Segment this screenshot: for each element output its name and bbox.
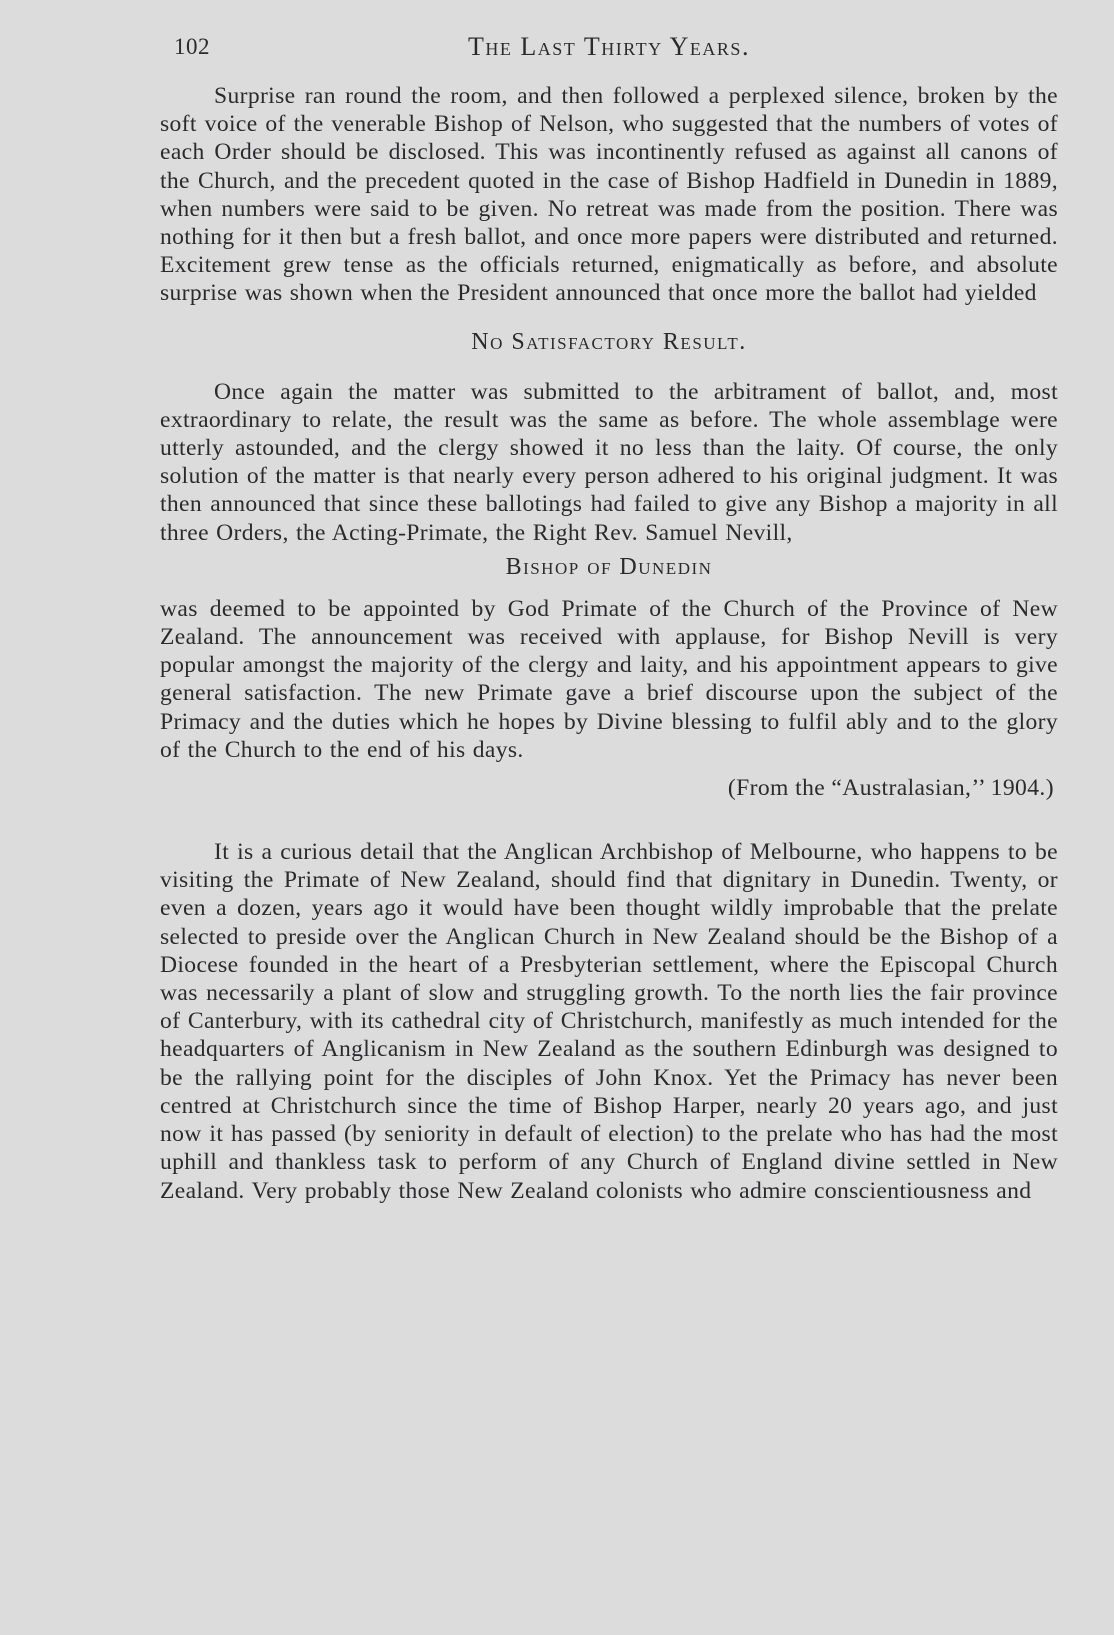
subheading-bishop-of-dunedin: Bishop of Dunedin <box>505 553 713 580</box>
subheading-no-satisfactory-result: No Satisfactory Result. <box>471 328 747 355</box>
running-title: The Last Thirty Years. <box>468 32 750 61</box>
paragraph-3: was deemed to be appointed by God Primate of the Church of the Province of New Zealand. The announcement was received with applause, for Bishop Nevill is very popular amongst the majority of the clergy and laity, and his appointment appears to give general satisfaction. The new Primate gave a brief discourse upon the subject of the Primacy and the duties which he hopes by Divine blessing to fulfil ably and to the glory of the Church to the end of his days. <box>160 595 1058 763</box>
source-citation: (From the “Australasian,’’ 1904.) <box>727 775 1054 802</box>
paragraph-4: It is a curious detail that the Anglican Archbishop of Melbourne, who happens to be visiting the Primate of New Zealand, should find that dignitary in Dunedin. Twenty, or even a dozen, years ago it would have been thought wildly improbable that the prelate selected to preside over the Anglican Church in New Zealand should be the Bishop of a Diocese founded in the heart of a Presbyterian settlement, where the Episcopal Church was necessarily a plant of slow and struggling growth. To the north lies the fair province of Canterbury, with its cathedral city of Christchurch, manifestly as much intended for the headquarters of Anglicanism in New Zealand as the southern Edinburgh was designed to be the rallying point for the disciples of John Knox. Yet the Primacy has never been centred at Christchurch since the time of Bishop Harper, nearly 20 years ago, and just now it has passed (by seniority in default of election) to the prelate who has had the most uphill and thankless task to perform of any Church of England divine settled in New Zealand. Very probably those New Zealand colonists who admire conscientiousness and <box>160 839 1058 1204</box>
book-page <box>160 28 1058 1205</box>
running-head <box>160 28 1058 62</box>
paragraph-1: Surprise ran round the room, and then followed a perplexed silence, broken by the soft voice of the venerable Bishop of Nelson, who suggested that the numbers of votes of each Order should be disclosed. This was incontinently refused as against all canons of the Church, and the precedent quoted in the case of Bishop Hadfield in Dunedin in 1889, when numbers were said to be given. No retreat was made from the position. There was nothing for it then but a fresh ballot, and once more papers were distributed and returned. Excitement grew tense as the officials returned, enigmatically as before, and absolute surprise was shown when the President announced that once more the ballot had yielded <box>160 83 1058 307</box>
page-number: 102 <box>174 34 210 59</box>
paragraph-2: Once again the matter was submitted to the arbitrament of ballot, and, most extraordinary to relate, the result was the same as before. The whole assemblage were utterly astounded, and the clergy showed it no less than the laity. Of course, the only solution of the matter is that nearly every person adhered to his original judgment. It was then announced that since these ballotings had failed to give any Bishop a majority in all three Orders, the Acting-Primate, the Right Rev. Samuel Nevill, <box>160 378 1058 546</box>
